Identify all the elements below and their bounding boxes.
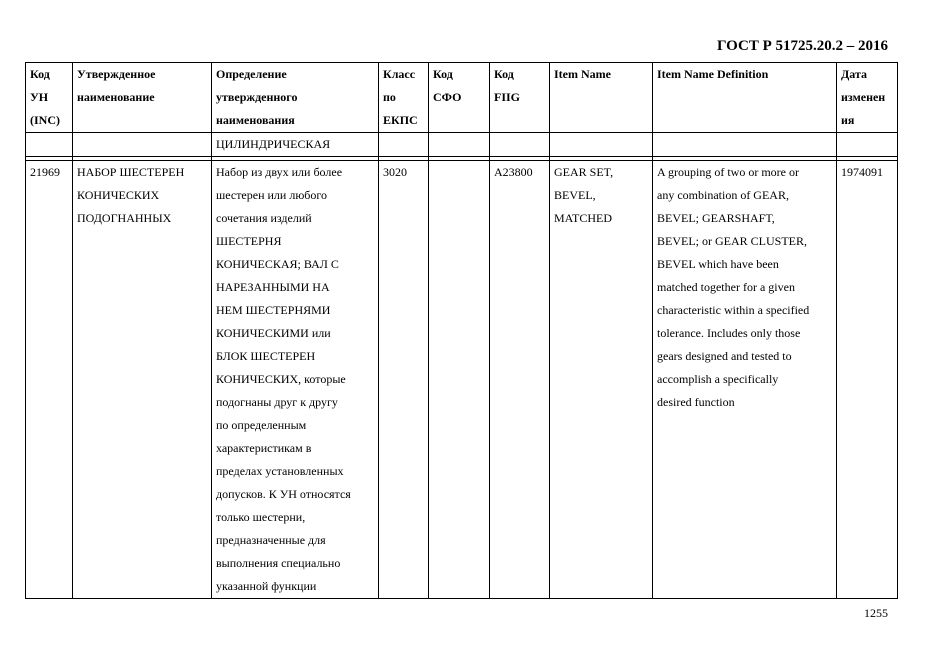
col-header-fiig-code: Код FIIG	[490, 63, 550, 133]
cell-sfo-code	[429, 161, 490, 599]
cont-cell	[379, 133, 429, 157]
col-header-approved-name: Утвержденное наименование	[73, 63, 212, 133]
cell-fiig-code: A23800	[490, 161, 550, 599]
cont-cell	[653, 133, 837, 157]
cell-change-date: 1974091	[837, 161, 898, 599]
cont-cell	[73, 133, 212, 157]
col-header-ekps-class: Класс по ЕКПС	[379, 63, 429, 133]
cont-cell	[837, 133, 898, 157]
table-row	[26, 161, 898, 599]
col-header-inc: Код УН (INC)	[26, 63, 73, 133]
table-header-row	[26, 63, 898, 133]
cell-item-name-definition: A grouping of two or more or any combination of GEAR, BEVEL; GEARSHAFT, BEVEL; or GEAR CLUSTER, BEVEL which have been matched together for a given characteristic within a specified tolerance. Includes only those gears designed and tested to accomplish a specifically desired function	[653, 161, 837, 599]
cell-approved-name: НАБОР ШЕСТЕРЕН КОНИЧЕСКИХ ПОДОГНАННЫХ	[73, 161, 212, 599]
cont-cell	[26, 133, 73, 157]
col-header-change-date: Дата изменен ия	[837, 63, 898, 133]
standard-code: ГОСТ Р 51725.20.2 – 2016	[716, 38, 888, 54]
cell-inc: 21969	[26, 161, 73, 599]
cont-cell	[490, 133, 550, 157]
col-header-item-name: Item Name	[550, 63, 653, 133]
cont-cell	[550, 133, 653, 157]
col-header-definition: Определение утвержденного наименования	[212, 63, 379, 133]
page-number: 1255	[864, 606, 888, 620]
cont-cell	[429, 133, 490, 157]
catalog-table	[25, 62, 898, 599]
cell-definition: Набор из двух или более шестерен или любого сочетания изделий ШЕСТЕРНЯ КОНИЧЕСКАЯ; ВАЛ С НАРЕЗАННЫМИ НА НЕМ ШЕСТЕРНЯМИ КОНИЧЕСКИМИ или БЛОК ШЕСТЕРЕН КОНИЧЕСКИХ, которые подогнаны друг к другу по определенным характеристикам в пределах установленных допусков. К УН относятся только шестерни, предназначенные для выполнения специально указанной функции	[212, 161, 379, 599]
cont-cell-definition: ЦИЛИНДРИЧЕСКАЯ	[212, 133, 379, 157]
continuation-row	[26, 133, 898, 157]
col-header-item-name-definition: Item Name Definition	[653, 63, 837, 133]
col-header-sfo-code: Код СФО	[429, 63, 490, 133]
cell-ekps-class: 3020	[379, 161, 429, 599]
cell-item-name: GEAR SET, BEVEL, MATCHED	[550, 161, 653, 599]
